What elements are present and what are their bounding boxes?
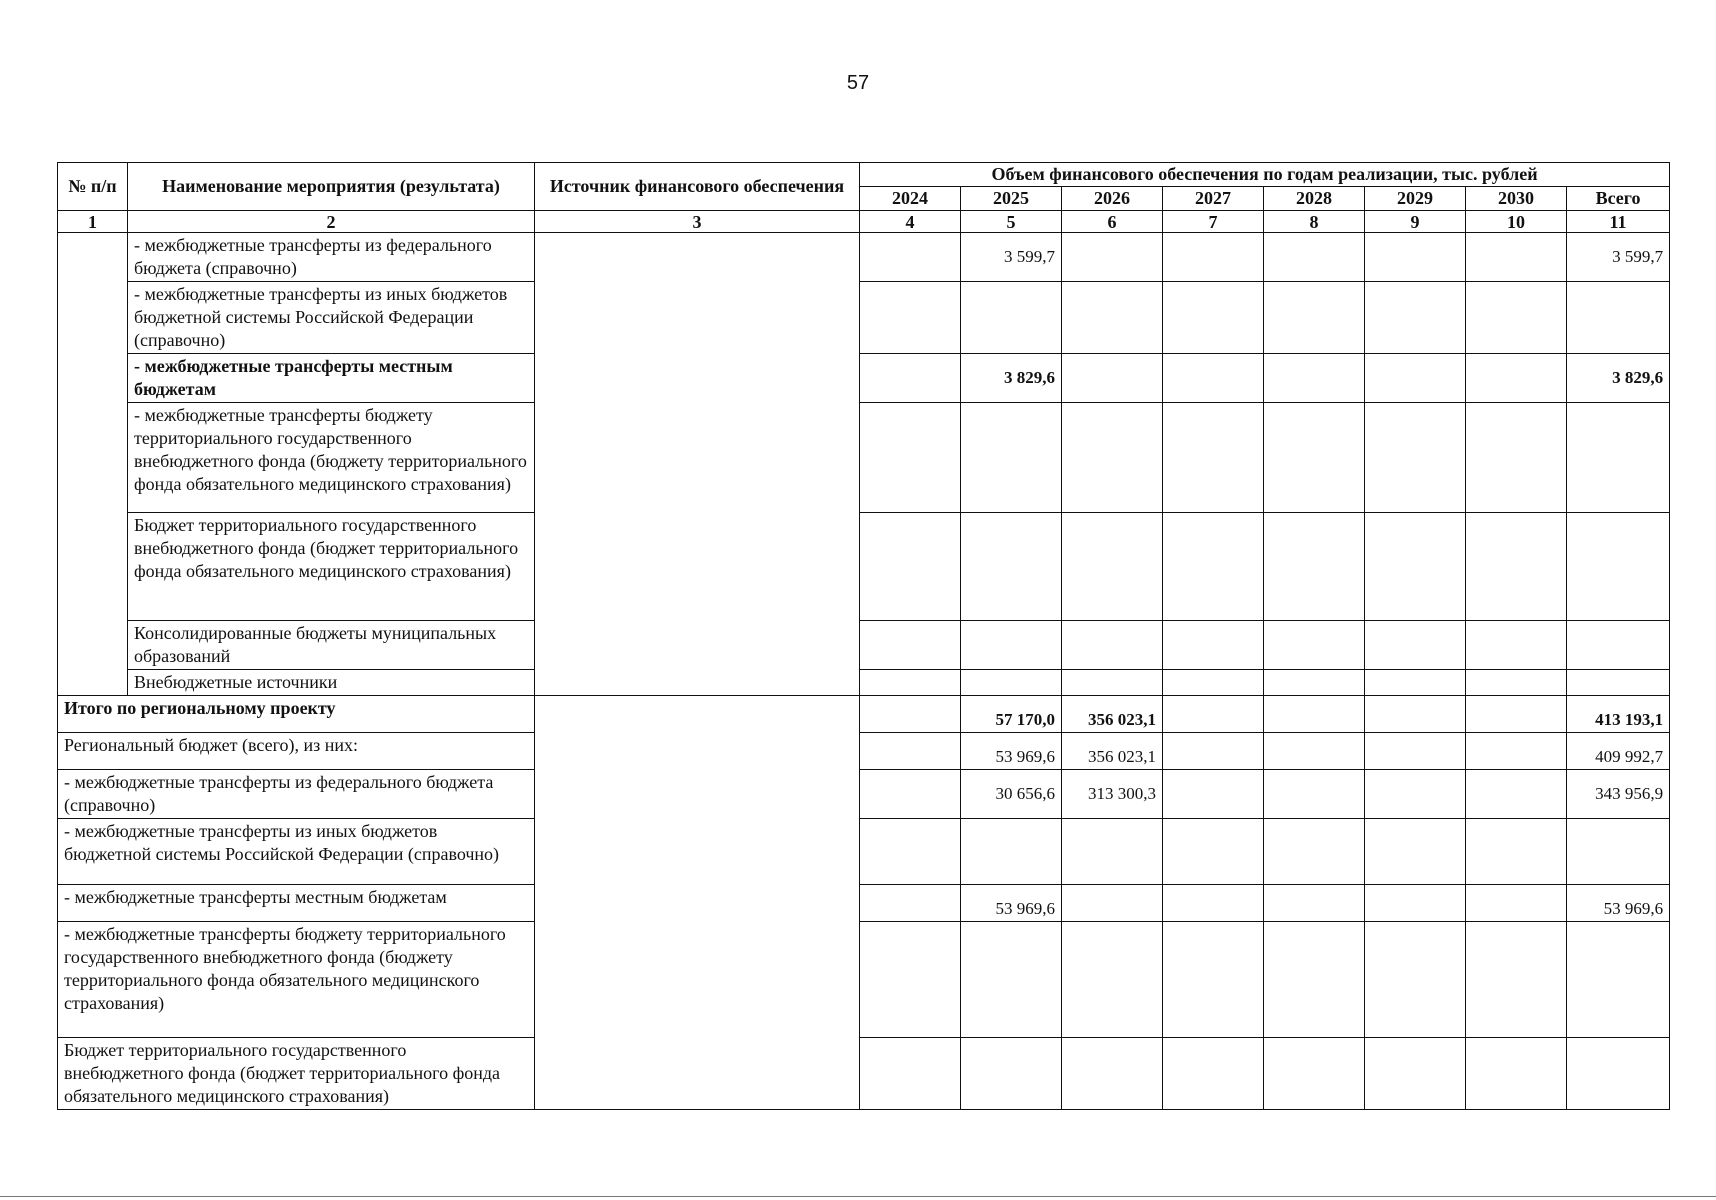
header-source: Источник финансового обеспечения [535,163,860,211]
value-cell [1264,233,1365,282]
value-cell: 53 969,6 [961,733,1062,770]
value-cell: 3 829,6 [1567,354,1670,403]
total-table-row [58,885,1670,922]
value-cell [961,670,1062,696]
value-cell [1163,885,1264,922]
value-cell: 313 300,3 [1062,770,1163,819]
header-index-row [58,211,1670,233]
value-cell: 356 023,1 [1062,696,1163,733]
row-name: - межбюджетные трансферты из федерального бюджета (справочно) [58,770,535,819]
header-col-index: 5 [961,211,1062,233]
value-cell [1466,1038,1567,1110]
value-cell [860,621,961,670]
value-cell [1365,1038,1466,1110]
row-number-cell [58,233,128,696]
financing-table [57,162,1670,1110]
value-cell [1163,696,1264,733]
value-cell [1466,621,1567,670]
value-cell [1163,282,1264,354]
value-cell [1466,670,1567,696]
value-cell [860,819,961,885]
scan-edge-line [0,1196,1716,1197]
value-cell [1163,621,1264,670]
value-cell [860,403,961,513]
value-cell [1466,922,1567,1038]
header-col-index: 11 [1567,211,1670,233]
table-row [58,403,1670,513]
row-name: - межбюджетные трансферты местным бюджетам [128,354,535,403]
value-cell [1466,885,1567,922]
funding-source-cell [535,696,860,1110]
row-name: Консолидированные бюджеты муниципальных образований [128,621,535,670]
value-cell [961,621,1062,670]
header-col-index: 2 [128,211,535,233]
header-col-index: 9 [1365,211,1466,233]
table-row [58,670,1670,696]
table-row [58,513,1670,621]
value-cell [1466,282,1567,354]
total-table-row [58,733,1670,770]
value-cell [1062,885,1163,922]
total-table-row [58,770,1670,819]
value-cell [1062,513,1163,621]
value-cell [1062,621,1163,670]
value-cell [1264,670,1365,696]
value-cell [1365,403,1466,513]
value-cell [1163,354,1264,403]
value-cell [1062,922,1163,1038]
value-cell [860,696,961,733]
value-cell [1264,770,1365,819]
row-name: - межбюджетные трансферты бюджету территориального государственного внебюджетного фонда (бюджету территориального фонда обязательного медицинского страхования) [128,403,535,513]
value-cell [1264,819,1365,885]
row-name: - межбюджетные трансферты из иных бюджетов бюджетной системы Российской Федерации (справочно) [58,819,535,885]
value-cell [961,819,1062,885]
value-cell [1365,670,1466,696]
value-cell [1365,354,1466,403]
value-cell [860,670,961,696]
value-cell [860,513,961,621]
value-cell [1567,621,1670,670]
value-cell [1163,922,1264,1038]
value-cell [860,354,961,403]
value-cell [1264,403,1365,513]
value-cell [1365,922,1466,1038]
table-row [58,621,1670,670]
funding-source-cell [535,233,860,696]
row-name: Внебюджетные источники [128,670,535,696]
value-cell [1264,621,1365,670]
value-cell [1466,403,1567,513]
value-cell [1466,354,1567,403]
value-cell: 409 992,7 [1567,733,1670,770]
row-name: Итого по региональному проекту [58,696,535,733]
header-col-index: 4 [860,211,961,233]
row-name: - межбюджетные трансферты местным бюджетам [58,885,535,922]
total-table-row [58,922,1670,1038]
value-cell [1567,403,1670,513]
value-cell [1466,733,1567,770]
header-col-index: 8 [1264,211,1365,233]
row-name: - межбюджетные трансферты бюджету территориального государственного внебюджетного фонда (бюджету территориального фонда обязательного медицинского страхования) [58,922,535,1038]
value-cell [1163,733,1264,770]
value-cell [1567,819,1670,885]
header-num: № п/п [58,163,128,211]
table-body [58,233,1670,1110]
value-cell [1264,513,1365,621]
row-name: - межбюджетные трансферты из федерального бюджета (справочно) [128,233,535,282]
header-year: 2029 [1365,187,1466,211]
value-cell: 3 829,6 [961,354,1062,403]
header-name: Наименование мероприятия (результата) [128,163,535,211]
value-cell [1264,282,1365,354]
page-number: 57 [846,72,870,94]
header-year: 2030 [1466,187,1567,211]
value-cell [860,233,961,282]
value-cell [1264,1038,1365,1110]
value-cell [1365,621,1466,670]
value-cell [1062,403,1163,513]
header-year: 2026 [1062,187,1163,211]
value-cell [1062,670,1163,696]
value-cell [1264,885,1365,922]
total-table-row [58,819,1670,885]
total-table-row [58,696,1670,733]
value-cell [1466,513,1567,621]
value-cell [860,770,961,819]
value-cell [961,403,1062,513]
value-cell [1163,513,1264,621]
value-cell [860,282,961,354]
header-year: 2024 [860,187,961,211]
value-cell [1264,733,1365,770]
value-cell: 57 170,0 [961,696,1062,733]
value-cell [1264,922,1365,1038]
header-col-index: 7 [1163,211,1264,233]
value-cell [1062,1038,1163,1110]
value-cell [961,922,1062,1038]
value-cell [1466,770,1567,819]
value-cell [1466,819,1567,885]
value-cell: 3 599,7 [961,233,1062,282]
value-cell [1264,354,1365,403]
value-cell [1567,670,1670,696]
header-year: 2025 [961,187,1062,211]
header-volume: Объем финансового обеспечения по годам реализации, тыс. рублей [860,163,1670,187]
value-cell [1062,233,1163,282]
table-row [58,282,1670,354]
value-cell [1567,513,1670,621]
value-cell [1466,233,1567,282]
value-cell [1264,696,1365,733]
value-cell [1062,819,1163,885]
value-cell [1365,885,1466,922]
header-year: Всего [1567,187,1670,211]
value-cell [1567,282,1670,354]
value-cell [1062,354,1163,403]
header-col-index: 3 [535,211,860,233]
row-name: Бюджет территориального государственного внебюджетного фонда (бюджет территориального фонда обязательного медицинского страхования) [58,1038,535,1110]
value-cell [1163,670,1264,696]
header-col-index: 6 [1062,211,1163,233]
value-cell: 413 193,1 [1567,696,1670,733]
value-cell [1163,233,1264,282]
value-cell [1365,282,1466,354]
value-cell [1466,696,1567,733]
table-row [58,233,1670,282]
value-cell [1365,733,1466,770]
value-cell [961,282,1062,354]
value-cell [1365,819,1466,885]
value-cell [1062,282,1163,354]
value-cell [1365,513,1466,621]
header-year: 2028 [1264,187,1365,211]
table-row [58,354,1670,403]
value-cell [860,885,961,922]
value-cell [1365,770,1466,819]
value-cell [860,1038,961,1110]
row-name: Бюджет территориального государственного внебюджетного фонда (бюджет территориального фонда обязательного медицинского страхования) [128,513,535,621]
value-cell [1163,819,1264,885]
value-cell [1567,922,1670,1038]
value-cell [961,513,1062,621]
value-cell: 53 969,6 [1567,885,1670,922]
row-name: Региональный бюджет (всего), из них: [58,733,535,770]
value-cell: 53 969,6 [961,885,1062,922]
value-cell [1365,696,1466,733]
header-year: 2027 [1163,187,1264,211]
total-table-row [58,1038,1670,1110]
header-col-index: 1 [58,211,128,233]
value-cell [1567,1038,1670,1110]
row-name: - межбюджетные трансферты из иных бюджетов бюджетной системы Российской Федерации (справочно) [128,282,535,354]
value-cell [1365,233,1466,282]
header-col-index: 10 [1466,211,1567,233]
value-cell [1163,770,1264,819]
value-cell: 343 956,9 [1567,770,1670,819]
value-cell: 356 023,1 [1062,733,1163,770]
value-cell: 3 599,7 [1567,233,1670,282]
value-cell [1163,403,1264,513]
value-cell [961,1038,1062,1110]
value-cell [1163,1038,1264,1110]
value-cell [860,733,961,770]
value-cell: 30 656,6 [961,770,1062,819]
value-cell [860,922,961,1038]
